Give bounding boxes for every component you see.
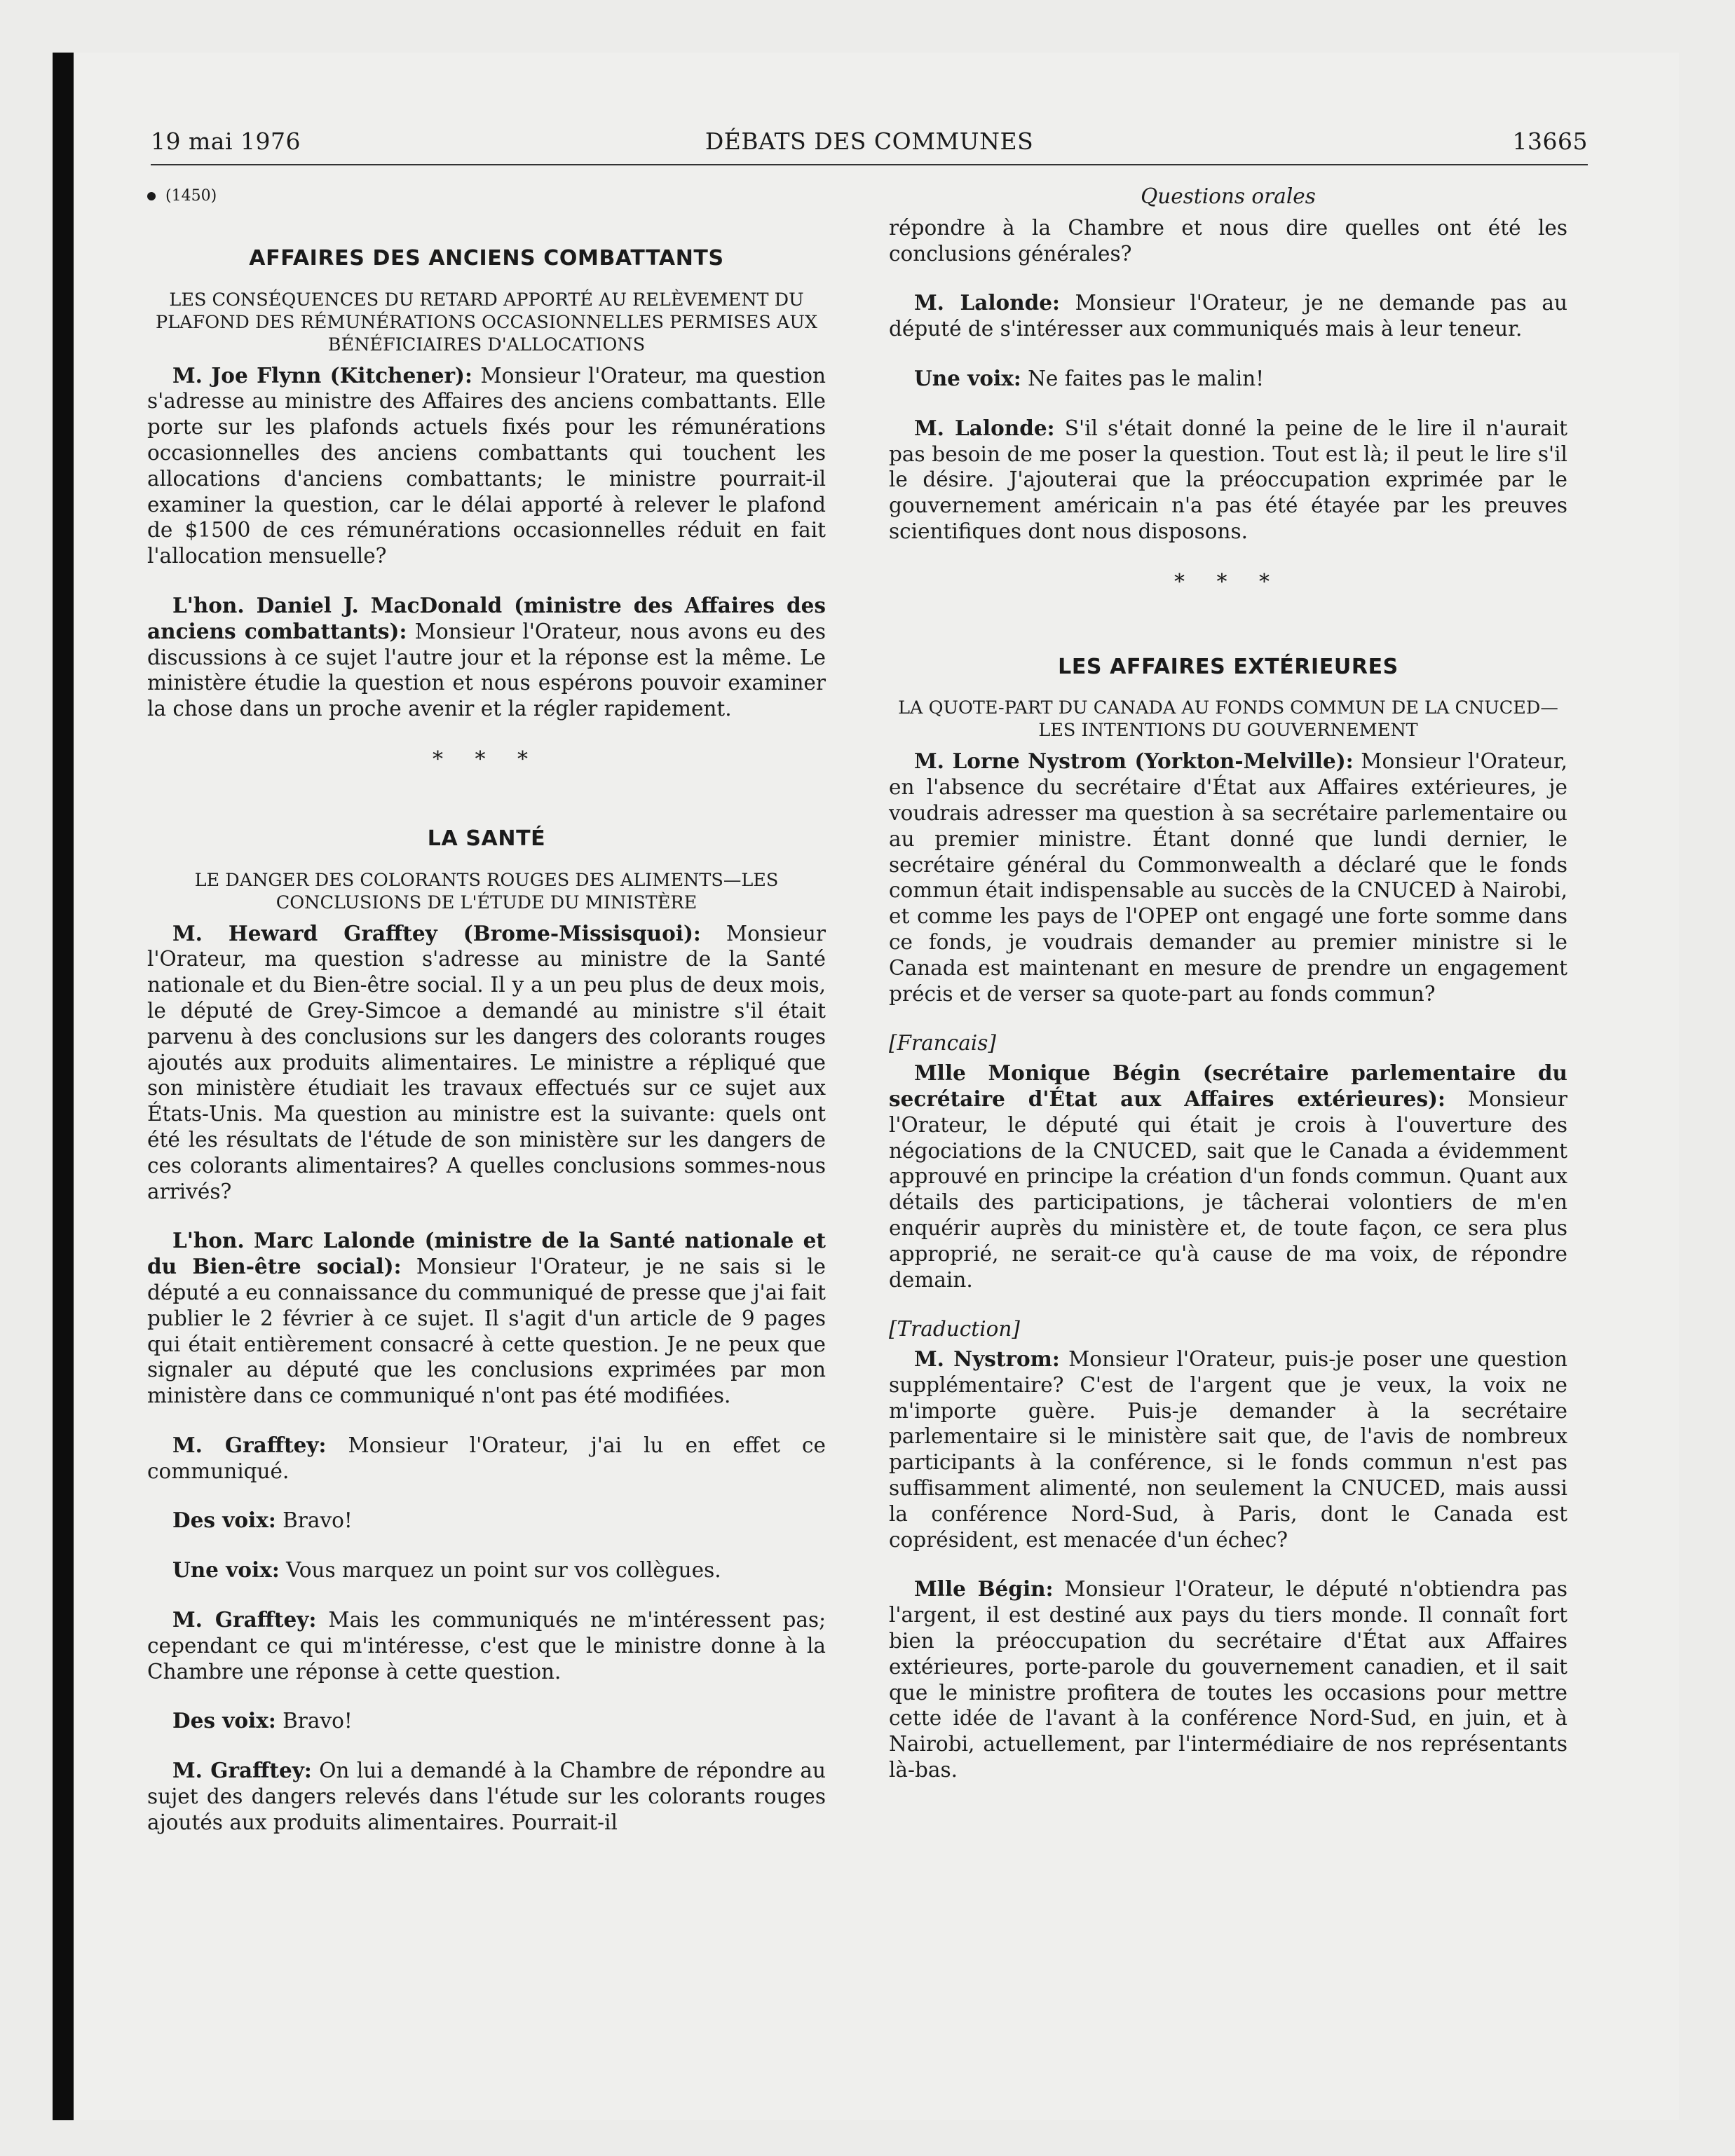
speaker: Mlle Bégin:: [914, 1576, 1054, 1602]
header-date: 19 mai 1976: [151, 128, 301, 155]
speaker: M. Grafftey:: [172, 1758, 312, 1783]
paragraph: M. Grafftey: On lui a demandé à la Chambre de répondre au sujet des dangers relevés dans l'étude sur les colorants rouges ajoutés aux produits alimentaires. Pourrait-il: [147, 1758, 826, 1834]
speaker: M. Heward Grafftey (Brome-Missisquoi):: [172, 920, 701, 946]
speaker: M. Lalonde:: [914, 415, 1055, 440]
section-subheading: LA QUOTE-PART DU CANADA AU FONDS COMMUN DE LA CNUCED—LES INTENTIONS DU GOUVERNEMENT: [898, 697, 1558, 742]
section-subheading: LE DANGER DES COLORANTS ROUGES DES ALIMENTS—LES CONCLUSIONS DE L'ÉTUDE DU MINISTÈRE: [194, 869, 779, 913]
header-title: DÉBATS DES COMMUNES: [705, 128, 1034, 155]
speaker: M. Lorne Nystrom (Yorkton-Melville):: [914, 749, 1354, 774]
speaker: M. Joe Flynn (Kitchener):: [172, 362, 472, 388]
section-heading: LA SANTÉ: [427, 826, 546, 851]
speaker: L'hon. Daniel J. MacDonald (ministre des Affaires des anciens combattants):: [147, 592, 826, 643]
language-note: [Traduction]: [889, 1317, 1020, 1342]
separator: * * *: [432, 746, 541, 772]
paragraph: Des voix: Bravo!: [172, 1508, 353, 1533]
paragraph: M. Lorne Nystrom (Yorkton-Melville): Monsieur l'Orateur, en l'absence du secrétaire d'État aux Affaires extérieures, je voudrais adresser ma question à sa secrétaire parlementaire ou au premier ministre. Étant donné que lundi dernier, le secrétaire général du Commonwealth a déclaré que le fonds commun était indispensable au succès de la CNUCED à Nairobi, et comme les pays de l'OPEP ont engagé une forte somme dans ce fonds, je voudrais demander au premier ministre si le Canada est maintenant en mesure de prendre un engagement précis et de verser sa quote-part au fonds commun?: [889, 749, 1567, 1006]
paragraph: Une voix: Vous marquez un point sur vos collègues.: [172, 1557, 721, 1583]
speaker: Une voix:: [172, 1557, 280, 1583]
separator: * * *: [1173, 569, 1283, 594]
speaker: Des voix:: [172, 1708, 276, 1733]
paragraph: M. Lalonde: Monsieur l'Orateur, je ne demande pas au député de s'intéresser aux communiqués mais à leur teneur.: [889, 290, 1567, 341]
paragraph: Une voix: Ne faites pas le malin!: [914, 365, 1265, 390]
section-subheading: LES CONSÉQUENCES DU RETARD APPORTÉ AU RELÈVEMENT DU PLAFOND DES RÉMUNÉRATIONS OCCASIONNELLES PERMISES AUX BÉNÉFICIAIRES D'ALLOCATIONS: [156, 289, 817, 355]
time-marker: (1450): [147, 184, 826, 210]
paragraph: M. Heward Grafftey (Brome-Missisquoi): Monsieur l'Orateur, ma question s'adresse au ministre de la Santé nationale et du Bien-être social. Il y a un peu plus de deux mois, le député de Grey-Simcoe a demandé au ministre s'il était parvenu à des conclusions sur les dangers des colorants rouges ajoutés aux produits alimentaires. Le ministre a répliqué que son ministère étudiait les travaux effectués sur ce sujet aux États-Unis. Ma question au ministre est la suivante: quels ont été les résultats de l'étude de son ministère sur les dangers de ces colorants alimentaires? A quelles conclusions sommes-nous arrivés?: [147, 920, 826, 1203]
paragraph: L'hon. Daniel J. MacDonald (ministre des Affaires des anciens combattants): Monsieur l'Orateur, nous avons eu des discussions à ce sujet l'autre jour et la réponse est la même. Le ministère étudie la question et nous espérons pouvoir examiner la chose dans un proche avenir et la régler rapidement.: [147, 592, 826, 721]
speaker: M. Grafftey:: [172, 1432, 327, 1457]
language-note: [Francais]: [889, 1031, 996, 1056]
paragraph: Des voix: Bravo!: [172, 1708, 353, 1733]
speaker: M. Grafftey:: [172, 1607, 317, 1632]
speaker: Une voix:: [914, 365, 1021, 390]
section-heading: LES AFFAIRES EXTÉRIEURES: [1058, 654, 1399, 679]
speaker: Mlle Monique Bégin (secrétaire parlementaire du secrétaire d'État aux Affaires extérieures):: [889, 1060, 1567, 1111]
paragraph: M. Joe Flynn (Kitchener): Monsieur l'Orateur, ma question s'adresse au ministre des Affaires des anciens combattants. Elle porte sur les plafonds actuels fixés pour les rémunérations occasionnelles des anciens combattants qui touchent les allocations d'anciens combattants; le ministre pourrait-il examiner la question, car le délai apporté à relever le plafond de $1500 de ces rémunérations occasionnelles réduit en fait l'allocation mensuelle?: [147, 362, 826, 568]
running-title: Questions orales: [1141, 184, 1316, 208]
paragraph: M. Nystrom: Monsieur l'Orateur, puis-je poser une question supplémentaire? C'est de l'argent que je veux, la voix ne m'importe guère. Puis-je demander à la secrétaire parlementaire si le ministère sait que, de l'avis de nombreux participants à la conférence, si le fonds commun n'est pas suffisamment alimenté, non seulement la CNUCED, mais aussi la conférence Nord-Sud, à Paris, dont le Canada est coprésident, est menacée d'un échec?: [889, 1346, 1567, 1552]
speaker: Des voix:: [172, 1508, 276, 1533]
section-heading: AFFAIRES DES ANCIENS COMBATTANTS: [249, 245, 724, 271]
paragraph: répondre à la Chambre et nous dire quelles ont été les conclusions générales?: [889, 215, 1567, 266]
paragraph: M. Grafftey: Monsieur l'Orateur, j'ai lu en effet ce communiqué.: [147, 1432, 826, 1483]
paragraph: L'hon. Marc Lalonde (ministre de la Santé nationale et du Bien-être social): Monsieur l'Orateur, je ne sais si le député a eu connaissance du communiqué de presse que j'ai fait publier le 2 février à ce sujet. Il s'agit d'un article de 9 pages qui était entièrement consacré à cette question. Je ne peux que signaler au député que les conclusions exprimées par mon ministère dans ce communiqué n'ont pas été modifiées.: [147, 1228, 826, 1408]
scan-edge: [53, 53, 74, 2120]
paragraph: M. Lalonde: S'il s'était donné la peine de le lire il n'aurait pas besoin de me poser la question. Tout est là; il peut le lire s'il le désire. J'ajouterai que la préoccupation exprimée par le gouvernement américain n'a pas été étayée par les preuves scientifiques dont nous disposons.: [889, 415, 1568, 543]
speaker: M. Nystrom:: [914, 1346, 1060, 1372]
speaker: L'hon. Marc Lalonde (ministre de la Santé nationale et du Bien-être social):: [147, 1228, 826, 1279]
paragraph: Mlle Bégin: Monsieur l'Orateur, le député n'obtiendra pas l'argent, il est destiné aux pays du tiers monde. Il connaît fort bien la préoccupation du secrétaire d'État aux Affaires extérieures, porte-parole du gouvernement canadien, et il sait que le ministre profitera de toutes les occasions pour mettre cette idée de l'avant à la conférence Nord-Sud, en juin, et à Nairobi, actuellement, par l'intermédiaire de nos représentants là-bas.: [889, 1576, 1567, 1782]
bullet-icon: [147, 192, 156, 200]
paragraph: Mlle Monique Bégin (secrétaire parlementaire du secrétaire d'État aux Affaires extérieures): Monsieur l'Orateur, le député qui était je crois à l'ouverture des négociations de la CNUCED, sait que le Canada a évidemment approuvé en principe la création d'un fonds commun. Quant aux détails des participations, je tâcherai volontiers de m'en enquérir auprès du ministère et, de toute façon, ce sera plus approprié, ne serait-ce qu'à cause de ma voix, de répondre demain.: [889, 1060, 1567, 1292]
paragraph: M. Grafftey: Mais les communiqués ne m'intéressent pas; cependant ce qui m'intéresse, c'est que le ministre donne à la Chambre une réponse à cette question.: [147, 1607, 826, 1684]
left-column: [147, 184, 826, 1836]
right-column: [889, 184, 1567, 1783]
running-head: [151, 128, 1588, 165]
header-page-number: 13665: [1512, 128, 1588, 155]
speaker: M. Lalonde:: [914, 290, 1060, 315]
